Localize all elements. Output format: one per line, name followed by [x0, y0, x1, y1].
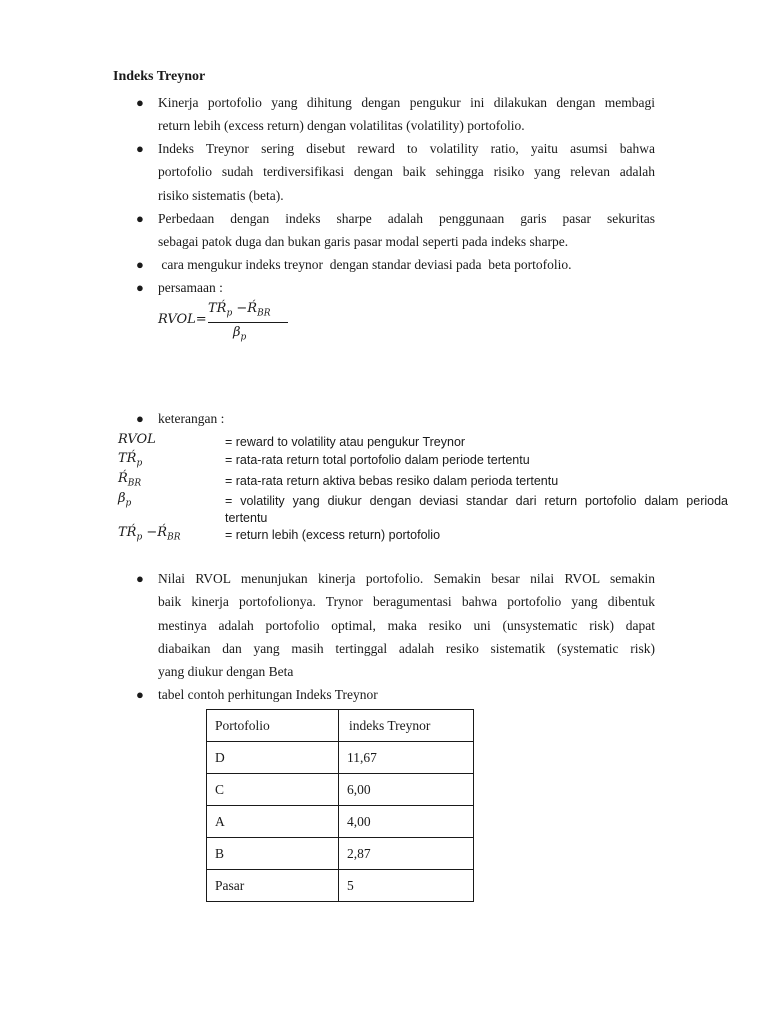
- legend-description: = reward to volatility atau pengukur Treynor: [225, 435, 466, 449]
- table-cell: Pasar: [207, 870, 339, 902]
- bullet-paragraph-2: [158, 137, 655, 207]
- text-line: keterangan :: [158, 411, 225, 426]
- text-line: sebagai patok duga dan bukan garis pasar modal seperti pada indeks sharpe.: [158, 234, 569, 250]
- text-line: diabaikan dan yang masih tertinggal adalah resiko sistematik (systematic risk): [158, 640, 655, 656]
- formula-rbr-sub: BR: [257, 308, 271, 319]
- text-line: portofolio sudah terdiversifikasi dengan baik sehingga risiko yang relevan adalah: [158, 164, 655, 180]
- legend-symbol-sub: p: [136, 532, 143, 543]
- table-header-row: [207, 710, 474, 742]
- text-line: risiko sistematis (beta).: [158, 187, 284, 203]
- rvol-formula: [158, 298, 298, 348]
- bullet-paragraph-4: [158, 253, 655, 276]
- table-row: [207, 774, 474, 806]
- legend-description: = rata-rata return total portofolio dalam periode tertentu: [225, 453, 530, 467]
- formula-rbr: Ŕ: [247, 301, 258, 316]
- text-line: cara mengukur indeks treynor dengan standar deviasi pada beta portofolio.: [158, 257, 572, 272]
- table-cell: 2,87: [339, 838, 474, 870]
- legend-symbol: [118, 525, 180, 543]
- table-cell: 6,00: [339, 774, 474, 806]
- bullet-paragraph-7: [158, 567, 655, 683]
- text-line: persamaan :: [158, 280, 223, 295]
- legend-description: = return lebih (excess return) portofolio: [225, 528, 441, 542]
- formula-beta-sub: p: [240, 332, 247, 343]
- bullet-icon: ●: [136, 257, 144, 272]
- bullet-paragraph-6: [158, 407, 655, 430]
- table-cell: A: [207, 806, 339, 838]
- formula-tr-sub: p: [226, 308, 233, 319]
- legend-minus: −: [146, 525, 158, 540]
- table-row: [207, 742, 474, 774]
- legend-symbol-sub: BR: [167, 532, 181, 543]
- fraction-bar: [208, 322, 288, 323]
- formula-beta: β: [233, 325, 241, 340]
- legend-description: = rata-rata return aktiva bebas resiko dalam perioda tertentu: [225, 474, 559, 488]
- formula-minus: −: [236, 301, 248, 316]
- table-row: [207, 870, 474, 902]
- legend-symbol-main: β: [118, 491, 126, 506]
- text-line: yang diukur dengan Beta: [158, 664, 294, 680]
- legend-symbol: [118, 491, 131, 509]
- bullet-icon: ●: [136, 211, 144, 226]
- legend-symbol-rbr: Ŕ: [157, 525, 168, 540]
- table-cell: 5: [339, 870, 474, 902]
- section-heading: Indeks Treynor: [113, 69, 206, 84]
- legend-symbol-tr: TŔ: [118, 525, 137, 540]
- text-line: Nilai RVOL menunjukan kinerja portofolio. Semakin besar nilai RVOL semakin: [158, 571, 655, 586]
- text-line: Indeks Treynor sering disebut reward to volatility ratio, yaitu asumsi bahwa: [158, 141, 655, 156]
- bullet-paragraph-1: [158, 91, 655, 138]
- legend-symbol-main: TŔ: [118, 451, 137, 466]
- formula-tr: TŔ: [208, 301, 227, 316]
- bullet-icon: ●: [136, 280, 144, 295]
- text-line: Perbedaan dengan indeks sharpe adalah penggunaan garis pasar sekuritas: [158, 211, 655, 226]
- legend-description: = volatility yang diukur dengan deviasi standar dari return portofolio dalam perioda: [225, 494, 728, 508]
- legend-symbol-main: Ŕ: [118, 471, 128, 486]
- formula-lhs: RVOL=: [158, 312, 207, 327]
- bullet-paragraph-5: [158, 276, 655, 299]
- table-header-cell: Portofolio: [207, 710, 339, 742]
- bullet-icon: ●: [136, 141, 144, 156]
- bullet-paragraph-8: [158, 683, 655, 706]
- table-cell: B: [207, 838, 339, 870]
- legend-symbol-sub: p: [136, 458, 143, 469]
- formula-numerator: [208, 301, 270, 319]
- formula-denominator: [233, 325, 246, 343]
- table-row: [207, 806, 474, 838]
- table-cell: C: [207, 774, 339, 806]
- bullet-icon: ●: [136, 95, 144, 110]
- text-line: return lebih (excess return) dengan volatilitas (volatility) portofolio.: [158, 118, 525, 134]
- table-cell: 4,00: [339, 806, 474, 838]
- legend-symbol-sub: BR: [127, 478, 142, 489]
- legend-description-cont: tertentu: [225, 511, 268, 525]
- legend-symbol: [118, 471, 141, 489]
- text-line: Kinerja portofolio yang dihitung dengan pengukur ini dilakukan dengan membagi: [158, 95, 655, 110]
- table-cell: 11,67: [339, 742, 474, 774]
- bullet-paragraph-3: [158, 207, 655, 254]
- legend-symbol: RVOL: [118, 432, 156, 447]
- text-line: mestinya adalah portofolio optimal, maka resiko uni (unsystematic risk) dapat: [158, 617, 655, 633]
- treynor-table: [206, 709, 474, 902]
- table-header-cell: indeks Treynor: [339, 710, 474, 742]
- bullet-icon: ●: [136, 411, 144, 426]
- legend-symbol: [118, 451, 142, 469]
- table-cell: D: [207, 742, 339, 774]
- bullet-icon: ●: [136, 571, 144, 586]
- bullet-icon: ●: [136, 687, 144, 702]
- legend-symbol-sub: p: [125, 498, 132, 509]
- text-line: baik kinerja portofolionya. Trynor beragumentasi bahwa portofolio yang dibentuk: [158, 594, 655, 610]
- text-line: tabel contoh perhitungan Indeks Treynor: [158, 687, 378, 702]
- table-row: [207, 838, 474, 870]
